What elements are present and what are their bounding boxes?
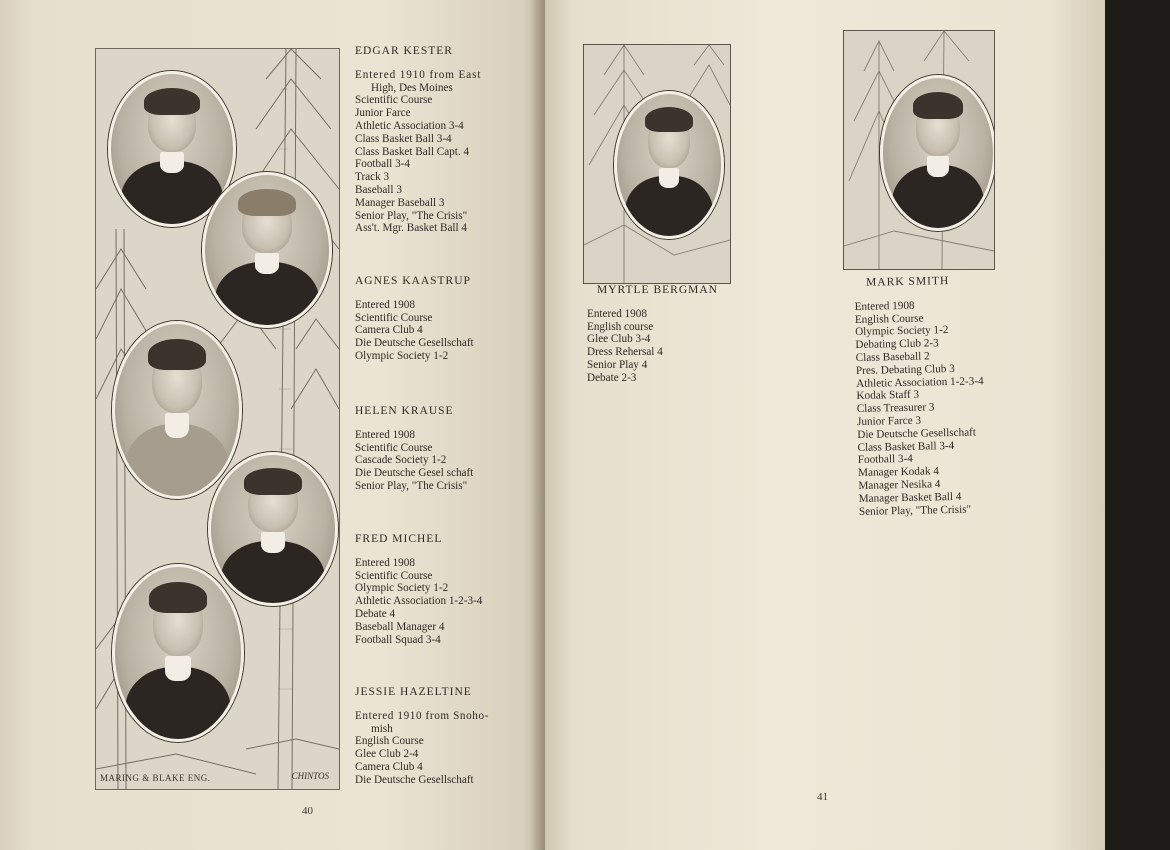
bio-line: Football Squad 3-4 (355, 633, 441, 646)
bio-line: Baseball 3 (355, 183, 402, 196)
bio-helen-krause (355, 405, 473, 493)
right-page (545, 0, 1105, 850)
bio-line: Die Deutsche Gesellschaft (857, 426, 977, 441)
bio-line: Entered 1908 (355, 556, 415, 569)
bio-line: Camera Club 4 (355, 324, 423, 337)
bio-myrtle-bergman (587, 284, 718, 385)
bio-line: Entered 1908 (587, 307, 647, 320)
bio-line: Camera Club 4 (355, 760, 423, 773)
page-number: 40 (302, 805, 313, 817)
bio-line: Junior Farce (355, 107, 411, 120)
bio-line: High, Des Moines (371, 81, 453, 94)
portrait-frame-mark-smith (843, 30, 995, 270)
bio-line: Athletic Association 3-4 (355, 119, 464, 132)
bio-line: Senior Play 4 (587, 358, 648, 371)
bio-line: Football 3-4 (857, 453, 913, 467)
bio-line: Manager Baseball 3 (355, 196, 445, 209)
page-number: 41 (817, 791, 828, 803)
bio-line: Olympic Society 1-2 (355, 349, 449, 362)
bio-line: Dress Rehersal 4 (587, 346, 663, 359)
bio-line: Class Basket Ball 3-4 (355, 132, 452, 145)
bio-line: Senior Play, "The Crisis" (355, 209, 468, 222)
student-name: EDGAR KESTER (355, 45, 453, 57)
bio-line: English course (587, 320, 654, 333)
bio-fred-michel (355, 533, 482, 646)
engraver-credit: MARING & BLAKE ENG. (100, 773, 211, 783)
bio-line: Manager Basket Ball 4 (858, 490, 962, 505)
bio-line: Cascade Society 1-2 (355, 454, 447, 467)
bio-line: Pres. Debating Club 3 (855, 362, 955, 377)
bio-line: Entered 1908 (355, 298, 415, 311)
bio-line: Olympic Society 1-2 (855, 324, 949, 339)
left-page (0, 0, 545, 850)
bio-line: Debating Club 2-3 (855, 337, 939, 352)
bio-line: Entered 1908 (854, 299, 915, 313)
bio-line: Debate 2-3 (587, 371, 637, 384)
student-name: MYRTLE BERGMAN (597, 284, 718, 296)
artist-credit: CHINTOS (291, 771, 329, 781)
bio-line: Die Deutsche Gesel schaft (355, 467, 474, 480)
bio-line: Kodak Staff 3 (856, 389, 920, 403)
bio-line: Die Deutsche Gesellschaft (355, 773, 474, 786)
portrait-fred-michel (208, 452, 338, 606)
bio-jessie-hazeltine (355, 686, 489, 787)
bio-line: Class Basket Ball Capt. 4 (355, 145, 470, 158)
student-name: AGNES KAASTRUP (355, 275, 471, 287)
bio-line: Senior Play, "The Crisis" (355, 479, 468, 492)
bio-agnes-kaastrup (355, 275, 474, 363)
bio-line: Glee Club 2-4 (355, 748, 419, 761)
bio-line: Manager Nesika 4 (858, 478, 941, 492)
student-name: JESSIE HAZELTINE (355, 686, 472, 698)
bio-line: Class Basket Ball 3-4 (857, 439, 955, 454)
bio-line: Scientific Course (355, 569, 433, 582)
portrait-helen-krause (112, 321, 242, 499)
bio-mark-smith (854, 274, 986, 518)
bio-line: Scientific Course (355, 441, 433, 454)
bio-line: mish (371, 722, 393, 735)
portrait-mark-smith (880, 75, 995, 231)
bio-line: Class Treasurer 3 (856, 401, 935, 416)
bio-edgar-kester (355, 45, 481, 235)
portrait-myrtle-bergman (614, 91, 724, 239)
background-edge (1105, 0, 1170, 850)
bio-line: Athletic Association 1-2-3-4 (856, 374, 984, 390)
student-name: HELEN KRAUSE (355, 405, 454, 417)
bio-line: Entered 1910 from Snoho- (355, 709, 490, 722)
bio-line: English Course (355, 735, 424, 748)
bio-line: Football 3-4 (355, 158, 411, 171)
bio-line: Entered 1910 from East (355, 68, 482, 81)
student-name: FRED MICHEL (355, 533, 443, 545)
portrait-frame-myrtle-bergman (583, 44, 731, 284)
portrait-agnes-kaastrup (202, 172, 332, 328)
portrait-jessie-hazeltine (112, 564, 244, 742)
engraved-portrait-panel (95, 48, 340, 790)
bio-line: Die Deutsche Gesellschaft (355, 337, 474, 350)
bio-line: Debate 4 (355, 607, 396, 620)
bio-line: Manager Kodak 4 (857, 465, 939, 480)
bio-line: Track 3 (355, 171, 390, 184)
bio-line: Athletic Association 1-2-3-4 (355, 595, 483, 608)
bio-line: Entered 1908 (355, 428, 415, 441)
bio-line: Glee Club 3-4 (587, 333, 651, 346)
bio-line: Baseball Manager 4 (355, 620, 445, 633)
bio-line: Senior Play, "The Crisis" (858, 503, 972, 518)
bio-line: Junior Farce 3 (856, 414, 922, 428)
bio-line: English Course (854, 312, 924, 326)
bio-line: Class Baseball 2 (855, 350, 930, 364)
bio-line: Scientific Course (355, 311, 433, 324)
student-name: MARK SMITH (865, 275, 950, 289)
bio-line: Scientific Course (355, 94, 433, 107)
bio-line: Ass't. Mgr. Basket Ball 4 (355, 222, 468, 235)
bio-line: Olympic Society 1-2 (355, 582, 449, 595)
